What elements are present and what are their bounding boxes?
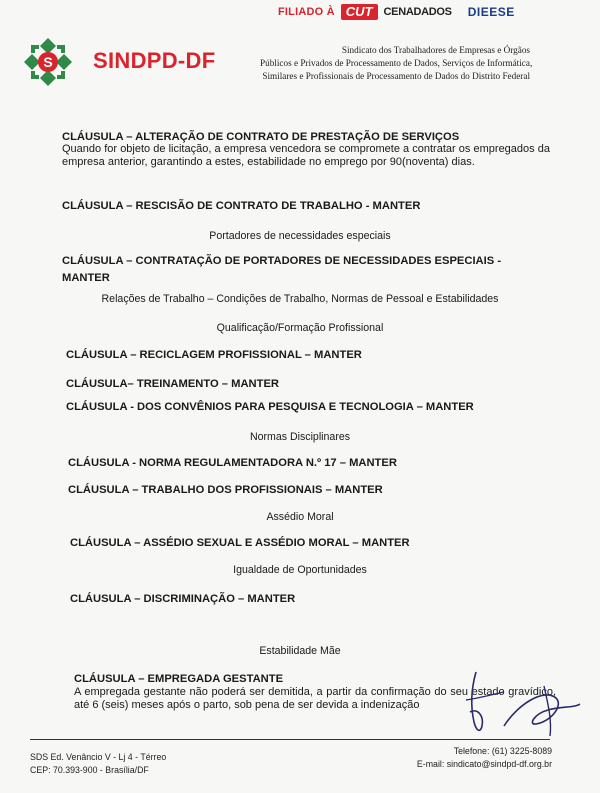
clause-title: CLÁUSULA – TRABALHO DOS PROFISSIONAIS – MANTER — [68, 484, 383, 496]
clause-title: CLÁUSULA – RECICLAGEM PROFISSIONAL – MANTER — [66, 349, 362, 361]
organization-description — [260, 44, 533, 83]
section-heading: Qualificação/Formação Profissional — [216, 322, 384, 334]
clause-title: CLÁUSULA– TREINAMENTO – MANTER — [66, 378, 279, 390]
section-heading: Normas Disciplinares — [249, 431, 351, 443]
section-heading: Relações de Trabalho – Condições de Trabalho, Normas de Pessoal e Estabilidades — [101, 293, 499, 305]
clause-title: CLÁUSULA - NORMA REGULAMENTADORA N.º 17 – MANTER — [68, 457, 397, 469]
affiliation-strip — [278, 3, 515, 21]
address-line: SDS Ed. Venâncio V - Lj 4 - Térreo — [30, 752, 167, 762]
clause-title: CLÁUSULA – ASSÉDIO SEXUAL E ASSÉDIO MORAL – MANTER — [70, 537, 410, 549]
clause-title: CLÁUSULA – DISCRIMINAÇÃO – MANTER — [70, 593, 296, 605]
org-line: Públicos e Privados de Processamento de Dados, Serviços de Informática, — [260, 58, 533, 68]
clause-title: CLÁUSULA – EMPREGADA GESTANTE — [74, 673, 284, 685]
dieese-logo: DIEESE — [467, 5, 515, 19]
handwritten-signature — [458, 664, 588, 744]
org-line: Sindicato dos Trabalhadores de Empresas e Órgãos — [341, 45, 530, 55]
brand-name: SINDPD-DF — [93, 48, 216, 73]
footer-address — [30, 751, 166, 777]
footer-contact — [417, 745, 552, 771]
clause-title: CLÁUSULA – ALTERAÇÃO DE CONTRATO DE PRESTAÇÃO DE SERVIÇOS — [62, 131, 460, 143]
section-heading: Estabilidade Mãe — [259, 645, 341, 657]
cenadados-logo: CENADADOS — [383, 6, 452, 18]
clause-text: A empregada gestante não poderá ser demitida, a partir da confirmação do seu estado gravídico, até 6 (seis) meses após o parto, sob pena de ser devida a indenização — [74, 686, 556, 711]
clause-text: Quando for objeto de licitação, a empresa vencedora se compromete a contratar os empregados da empresa anterior, garantindo a estes, estabilidade no emprego por 90(noventa) dias. — [62, 143, 550, 168]
section-heading: Assédio Moral — [266, 511, 334, 523]
org-line: Similares e Profissionais de Processamento de Dados do Distrito Federal — [262, 71, 530, 81]
section-heading: Igualdade de Oportunidades — [233, 564, 367, 576]
cut-logo: CUT — [341, 4, 378, 20]
clause-title: MANTER — [62, 272, 110, 284]
clause-title: CLÁUSULA – RESCISÃO DE CONTRATO DE TRABALHO - MANTER — [62, 200, 421, 212]
email-text: E-mail: sindicato@sindpd-df.org.br — [416, 759, 552, 769]
clause-title: CLÁUSULA - DOS CONVÊNIOS PARA PESQUISA E TECNOLOGIA – MANTER — [66, 401, 474, 413]
clause-title: CLÁUSULA – CONTRATAÇÃO DE PORTADORES DE NECESSIDADES ESPECIAIS - — [62, 255, 502, 267]
section-heading: Portadores de necessidades especiais — [209, 230, 391, 242]
affiliation-label: FILIADO À — [278, 6, 335, 18]
phone-text: Telefone: (61) 3225-8089 — [453, 746, 552, 756]
address-line: CEP: 70.393-900 - Brasília/DF — [30, 765, 149, 775]
footer-divider — [30, 739, 550, 740]
svg-text:S: S — [43, 54, 53, 70]
sindpd-logo-icon — [22, 36, 74, 88]
